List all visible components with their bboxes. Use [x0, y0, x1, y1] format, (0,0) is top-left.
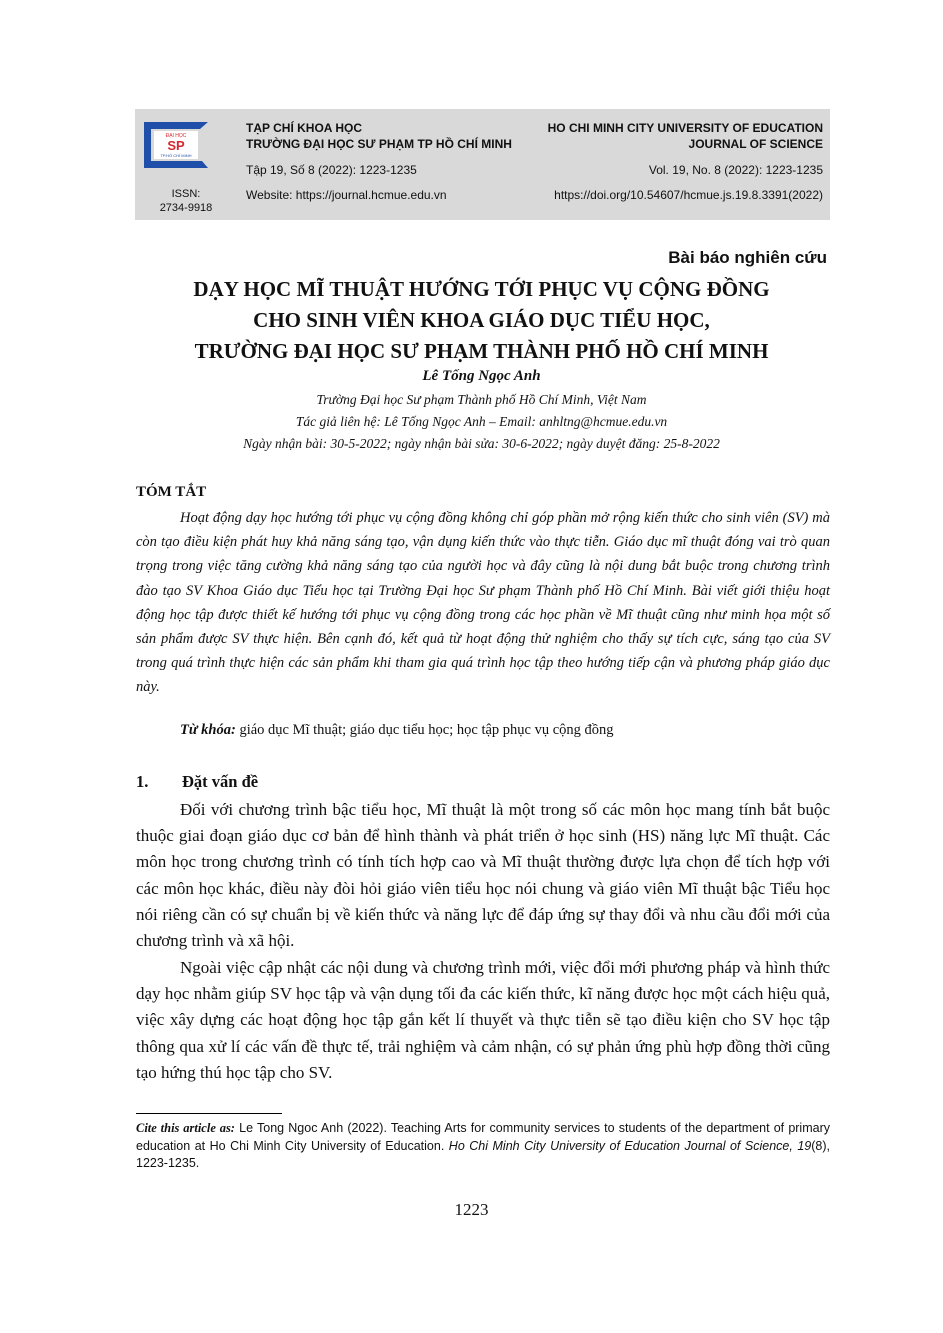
corresponding-author: Tác giả liên hệ: Lê Tống Ngọc Anh – Email: anhltng@hcmue.edu.vn: [295, 414, 668, 429]
journal-name-vi-line2: TRƯỜNG ĐẠI HỌC SƯ PHẠM TP HỒ CHÍ MINH: [246, 137, 512, 151]
keywords-label: Từ khóa:: [180, 722, 236, 738]
website-link[interactable]: Website: https://journal.hcmue.edu.vn: [246, 188, 447, 202]
article-title-line-1: DẠY HỌC MĨ THUẬT HƯỚNG TỚI PHỤC VỤ CỘNG ĐỒNG: [193, 277, 770, 301]
article-title-line-3: TRƯỜNG ĐẠI HỌC SƯ PHẠM THÀNH PHỐ HỒ CHÍ MINH: [194, 339, 769, 363]
university-logo: [140, 116, 215, 174]
abstract-heading: TÓM TẮT: [136, 484, 207, 500]
keywords-text: giáo dục Mĩ thuật; giáo dục tiểu học; học tập phục vụ cộng đồng: [239, 722, 614, 738]
page-number: 1223: [454, 1200, 489, 1219]
article-type-label: Bài báo nghiên cứu: [668, 248, 827, 267]
journal-name-en-line2: JOURNAL OF SCIENCE: [688, 137, 823, 151]
logo-main-text: SP: [167, 138, 185, 153]
section-title: Đặt vấn đề: [182, 772, 259, 791]
footnote-divider: [136, 1113, 282, 1114]
journal-name-en-line1: HO CHI MINH CITY UNIVERSITY OF EDUCATION: [547, 121, 823, 135]
keywords-line: [180, 722, 614, 739]
body-paragraph-2: Ngoài việc cập nhật các nội dung và chương trình mới, việc đổi mới phương pháp và hình thức dạy học nhằm giúp SV học tập và vận dụng tối đa các kiến thức, kĩ năng được học một cách hiệu quả, việc xây dựng các hoạt động học tập gắn kết lí thuyết và thực tiễn sẽ tạo điều kiện cho SV học tập thông qua xử lí các vấn đề thực tế, trải nghiệm và cảm nhận, có sự phản ứng phù hợp đồng thời cũng tạo hứng thú học tập cho SV.: [136, 958, 830, 1082]
volume-en: Vol. 19, No. 8 (2022): 1223-1235: [648, 163, 823, 177]
citation-footnote: [136, 1120, 830, 1173]
body-paragraph-1: Đối với chương trình bậc tiểu học, Mĩ thuật là một trong số các môn học mang tính bắt buộc thuộc giai đoạn giáo dục cơ bản để hình thành và phát triển ở học sinh (HS) năng lực Mĩ thuật. Các môn học trong chương trình có tính tích hợp cao và Mĩ thuật thường được lựa chọn để tích hợp với các môn học khác, điều này đòi hỏi giáo viên tiểu học nói chung và giáo viên Mĩ thuật bậc Tiểu học nói riêng cần có sự chuẩn bị về kiến thức và năng lực để đáp ứng sự thay đổi và nhu cầu đổi mới của chương trình và xã hội.: [136, 800, 830, 951]
article-title-line-2: CHO SINH VIÊN KHOA GIÁO DỤC TIỂU HỌC,: [253, 308, 710, 332]
issn-block: [140, 187, 232, 215]
citation-journal: Ho Chi Minh City University of Education Journal of Science, 19: [448, 1138, 812, 1153]
issn-label: ISSN:: [171, 188, 201, 200]
issn-number: 2734-9918: [159, 202, 213, 214]
citation-text: Le Tong Ngoc Anh (2022). Teaching Arts for community services to students of the department of primary education at Ho Chi Minh City University of Education.: [136, 1121, 830, 1153]
logo-bottom-text: TP.HỒ CHÍ MINH: [160, 153, 192, 158]
citation-issue: (8), 1223-1235.: [136, 1138, 830, 1170]
author-name: Lê Tống Ngọc Anh: [422, 368, 541, 384]
author-affiliation: Trường Đại học Sư phạm Thành phố Hồ Chí Minh, Việt Nam: [316, 392, 647, 407]
volume-vi: Tập 19, Số 8 (2022): 1223-1235: [246, 163, 417, 177]
doi-link[interactable]: https://doi.org/10.54607/hcmue.js.19.8.3391(2022): [554, 188, 823, 202]
citation-label: Cite this article as:: [136, 1121, 235, 1135]
article-dates: Ngày nhận bài: 30-5-2022; ngày nhận bài sửa: 30-6-2022; ngày duyệt đăng: 25-8-2022: [243, 436, 720, 451]
journal-name-vi-line1: TẠP CHÍ KHOA HỌC: [246, 121, 363, 135]
section-number: 1.: [136, 772, 149, 791]
logo-small-text: ĐẠI HỌC: [165, 133, 187, 139]
abstract-text: Hoạt động dạy học hướng tới phục vụ cộng đồng không chỉ góp phần mở rộng kiến thức cho sinh viên (SV) mà còn tạo điều kiện phát huy khả năng sáng tạo, vận dụng kiến thức vào thực tiễn. Giáo dục mĩ thuật đóng vai trò quan trọng trong việc tăng cường khả năng sáng tạo của người học và đây cũng là nội dung bắt buộc trong chương trình đào tạo SV Khoa Giáo dục Tiểu học tại Trường Đại học Sư phạm Thành phố Hồ Chí Minh. Bài viết giới thiệu hoạt động học tập được thiết kế hướng tới phục vụ cộng đồng trong các học phần về Mĩ thuật cũng như minh họa một số sản phẩm được SV thực hiện. Bên cạnh đó, kết quả từ hoạt động thử nghiệm cho thấy sự tích cực, sáng tạo của SV trong quá trình thực hiện các sản phẩm khi tham gia quá trình học tập theo hướng tiếp cận và phương pháp giáo dục này.: [136, 510, 830, 696]
